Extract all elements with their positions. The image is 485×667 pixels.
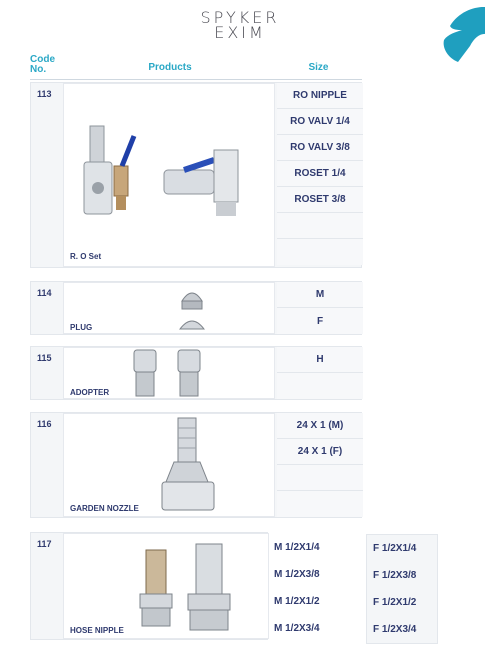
- product-code: 115: [37, 353, 52, 363]
- product-name: GARDEN NOZZLE: [70, 504, 139, 513]
- size-cell: F 1/2X1/2: [373, 597, 417, 608]
- product-code: 114: [37, 288, 52, 298]
- size-cell: 24 X 1 (F): [277, 439, 363, 465]
- size-cell: 24 X 1 (M): [277, 413, 363, 439]
- hose-nipple-male-sizes: [274, 534, 354, 642]
- product-code: 116: [37, 419, 52, 429]
- product-name: R. O Set: [70, 252, 102, 261]
- header-divider: [30, 79, 362, 80]
- header-code: Code No.: [30, 54, 55, 75]
- brand-line-1: SPYKER: [200, 8, 280, 27]
- size-cell: M: [277, 282, 363, 308]
- size-cell: ROSET 1/4: [277, 161, 363, 187]
- size-cell: F: [277, 308, 363, 334]
- size-cell: F 1/2X3/8: [373, 570, 417, 581]
- product-code: 113: [37, 89, 52, 99]
- size-cell: [277, 491, 363, 517]
- size-cell: M 1/2X1/2: [274, 596, 320, 607]
- size-list: [277, 282, 363, 334]
- brand-logo: [190, 10, 290, 40]
- hose-nipple-image: [134, 542, 244, 634]
- size-cell: RO VALV 3/8: [277, 135, 363, 161]
- brand-line-2: EXIM: [214, 23, 266, 42]
- plug-image: [176, 285, 216, 329]
- product-code: 117: [37, 539, 52, 549]
- product-row-114: [30, 281, 362, 335]
- product-image-panel: [63, 282, 275, 334]
- size-cell: F 1/2X3/4: [373, 624, 417, 635]
- size-cell: ROSET 3/8: [277, 187, 363, 213]
- size-cell: H: [277, 347, 363, 373]
- product-name: HOSE NIPPLE: [70, 626, 124, 635]
- header-size: Size: [308, 62, 329, 73]
- product-row-117: [30, 532, 268, 640]
- product-row-113: [30, 82, 362, 268]
- size-cell: [277, 465, 363, 491]
- product-image-panel: [63, 83, 275, 267]
- size-list: [277, 83, 363, 265]
- header-products: Products: [148, 62, 192, 73]
- hose-nipple-female-sizes: [366, 534, 438, 644]
- size-cell: M 1/2X3/4: [274, 623, 320, 634]
- product-name: PLUG: [70, 323, 93, 332]
- product-row-115: [30, 346, 362, 400]
- adopter-image: [128, 350, 218, 400]
- size-list: [277, 347, 363, 399]
- corner-logo-mark: [436, 4, 485, 66]
- product-image-panel: [63, 347, 275, 399]
- product-image-panel: [63, 533, 269, 639]
- size-cell: F 1/2X1/4: [373, 543, 417, 554]
- product-row-116: [30, 412, 362, 518]
- size-cell: [277, 213, 363, 239]
- size-cell: RO VALV 1/4: [277, 109, 363, 135]
- product-image-panel: [63, 413, 275, 517]
- product-name: ADOPTER: [70, 388, 110, 397]
- size-cell: M 1/2X3/8: [274, 569, 320, 580]
- size-cell: [277, 373, 363, 399]
- size-cell: M 1/2X1/4: [274, 542, 320, 553]
- ro-set-image: [74, 126, 274, 236]
- size-cell: RO NIPPLE: [277, 83, 363, 109]
- garden-nozzle-image: [158, 418, 218, 514]
- size-cell: [277, 239, 363, 265]
- size-list: [277, 413, 363, 517]
